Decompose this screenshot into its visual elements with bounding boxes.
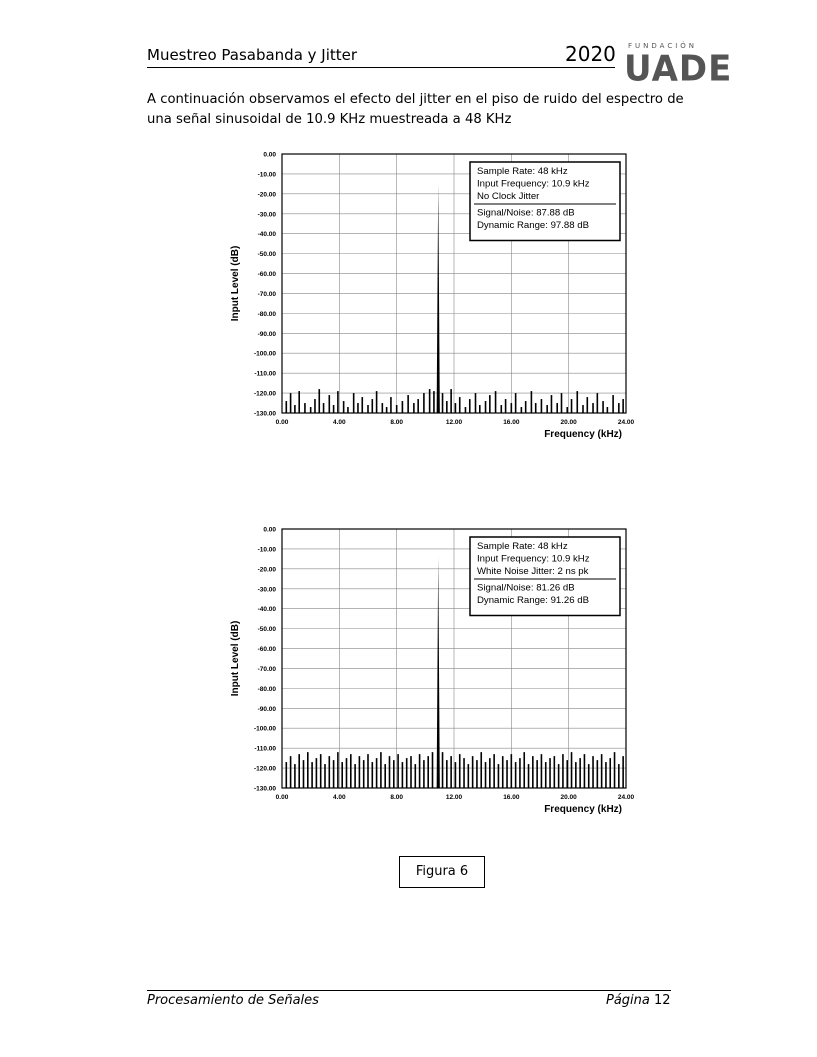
y-tick-label: -50.00 <box>257 251 276 259</box>
x-axis-label: Frequency (kHz) <box>544 429 622 440</box>
uade-logo <box>622 42 733 90</box>
header-year: 2020 <box>565 42 616 66</box>
y-tick-label: 0.00 <box>263 151 276 159</box>
legend-line: White Noise Jitter: 2 ns pk <box>477 566 589 577</box>
footer-rule <box>147 990 671 991</box>
y-tick-label: -40.00 <box>257 231 276 239</box>
x-tick-label: 12.00 <box>445 794 463 801</box>
x-tick-label: 24.00 <box>617 419 635 426</box>
y-tick-label: -80.00 <box>257 310 276 318</box>
x-axis-label: Frequency (kHz) <box>544 804 622 815</box>
x-tick-label: 4.00 <box>333 419 346 426</box>
y-tick-label: -70.00 <box>257 665 276 673</box>
intro-paragraph: A continuación observamos el efecto del jitter en el piso de ruido del espectro de una señal sinusoidal de 10.9 KHz muestreada a 48 KHz <box>147 92 684 127</box>
y-tick-label: -30.00 <box>257 586 276 594</box>
y-tick-label: -60.00 <box>257 646 276 654</box>
y-tick-label: -110.00 <box>254 745 276 753</box>
y-tick-label: -80.00 <box>257 685 276 693</box>
y-tick-label: -10.00 <box>257 546 276 554</box>
chart-svg-white-noise-jitter <box>210 515 650 845</box>
y-axis-label: Input Level (dB) <box>230 245 241 322</box>
spectrum-peak <box>437 557 440 788</box>
legend-line: Dynamic Range: 97.88 dB <box>477 220 589 231</box>
spectrum-chart-white-noise-jitter <box>210 515 650 845</box>
y-tick-label: -40.00 <box>257 606 276 614</box>
y-tick-label: -70.00 <box>257 290 276 298</box>
footer-page-number <box>606 993 671 1008</box>
footer-page-label: Página <box>606 993 650 1008</box>
y-tick-label: -60.00 <box>257 271 276 279</box>
y-tick-label: -100.00 <box>253 725 276 733</box>
x-tick-label: 20.00 <box>560 794 577 801</box>
x-tick-label: 16.00 <box>503 794 520 801</box>
y-tick-label: 0.00 <box>263 526 276 534</box>
footer-page-value: 12 <box>654 993 671 1008</box>
x-tick-label: 12.00 <box>445 419 463 426</box>
y-tick-label: -50.00 <box>257 626 276 634</box>
legend-line: Input Frequency: 10.9 kHz <box>477 553 590 565</box>
legend-line: Sample Rate: 48 kHz <box>477 541 568 552</box>
x-tick-label: 0.00 <box>275 419 289 426</box>
y-tick-label: -90.00 <box>257 705 276 713</box>
y-tick-label: -20.00 <box>257 566 276 574</box>
x-tick-label: 4.00 <box>333 794 346 801</box>
y-tick-label: -20.00 <box>257 191 276 199</box>
spectrum-chart-no-jitter <box>210 140 650 470</box>
header-title: Muestreo Pasabanda y Jitter <box>147 46 358 64</box>
y-tick-label: -30.00 <box>257 211 276 219</box>
spectrum-peak <box>437 184 440 413</box>
footer-course-name: Procesamiento de Señales <box>147 993 319 1008</box>
logo-wordmark: UADE <box>624 48 733 90</box>
logo-foundation-text: FUNDACIÓN <box>628 42 698 50</box>
legend-line: Dynamic Range: 91.26 dB <box>477 595 589 606</box>
y-tick-label: -90.00 <box>257 330 276 338</box>
y-tick-label: -120.00 <box>253 765 276 773</box>
legend-line: Sample Rate: 48 kHz <box>477 166 568 177</box>
y-tick-label: -120.00 <box>253 390 276 398</box>
y-tick-label: -100.00 <box>253 350 276 358</box>
legend-line: Signal/Noise: 87.88 dB <box>477 207 575 219</box>
legend-line: Input Frequency: 10.9 kHz <box>477 178 590 190</box>
y-tick-label: -130.00 <box>253 410 276 418</box>
y-tick-label: -130.00 <box>253 785 276 793</box>
x-tick-label: 24.00 <box>617 794 635 801</box>
figure-caption: Figura 6 <box>399 856 485 888</box>
chart-svg-no-jitter <box>210 140 650 470</box>
legend-line: Signal/Noise: 81.26 dB <box>477 582 575 594</box>
x-tick-label: 20.00 <box>560 419 577 426</box>
x-tick-label: 0.00 <box>275 794 289 801</box>
legend-line: No Clock Jitter <box>477 191 540 202</box>
header-rule <box>147 67 615 68</box>
y-tick-label: -110.00 <box>254 370 276 378</box>
x-tick-label: 8.00 <box>390 794 403 801</box>
y-axis-label: Input Level (dB) <box>230 620 241 697</box>
y-tick-label: -10.00 <box>257 171 276 179</box>
x-tick-label: 8.00 <box>390 419 403 426</box>
x-tick-label: 16.00 <box>503 419 520 426</box>
